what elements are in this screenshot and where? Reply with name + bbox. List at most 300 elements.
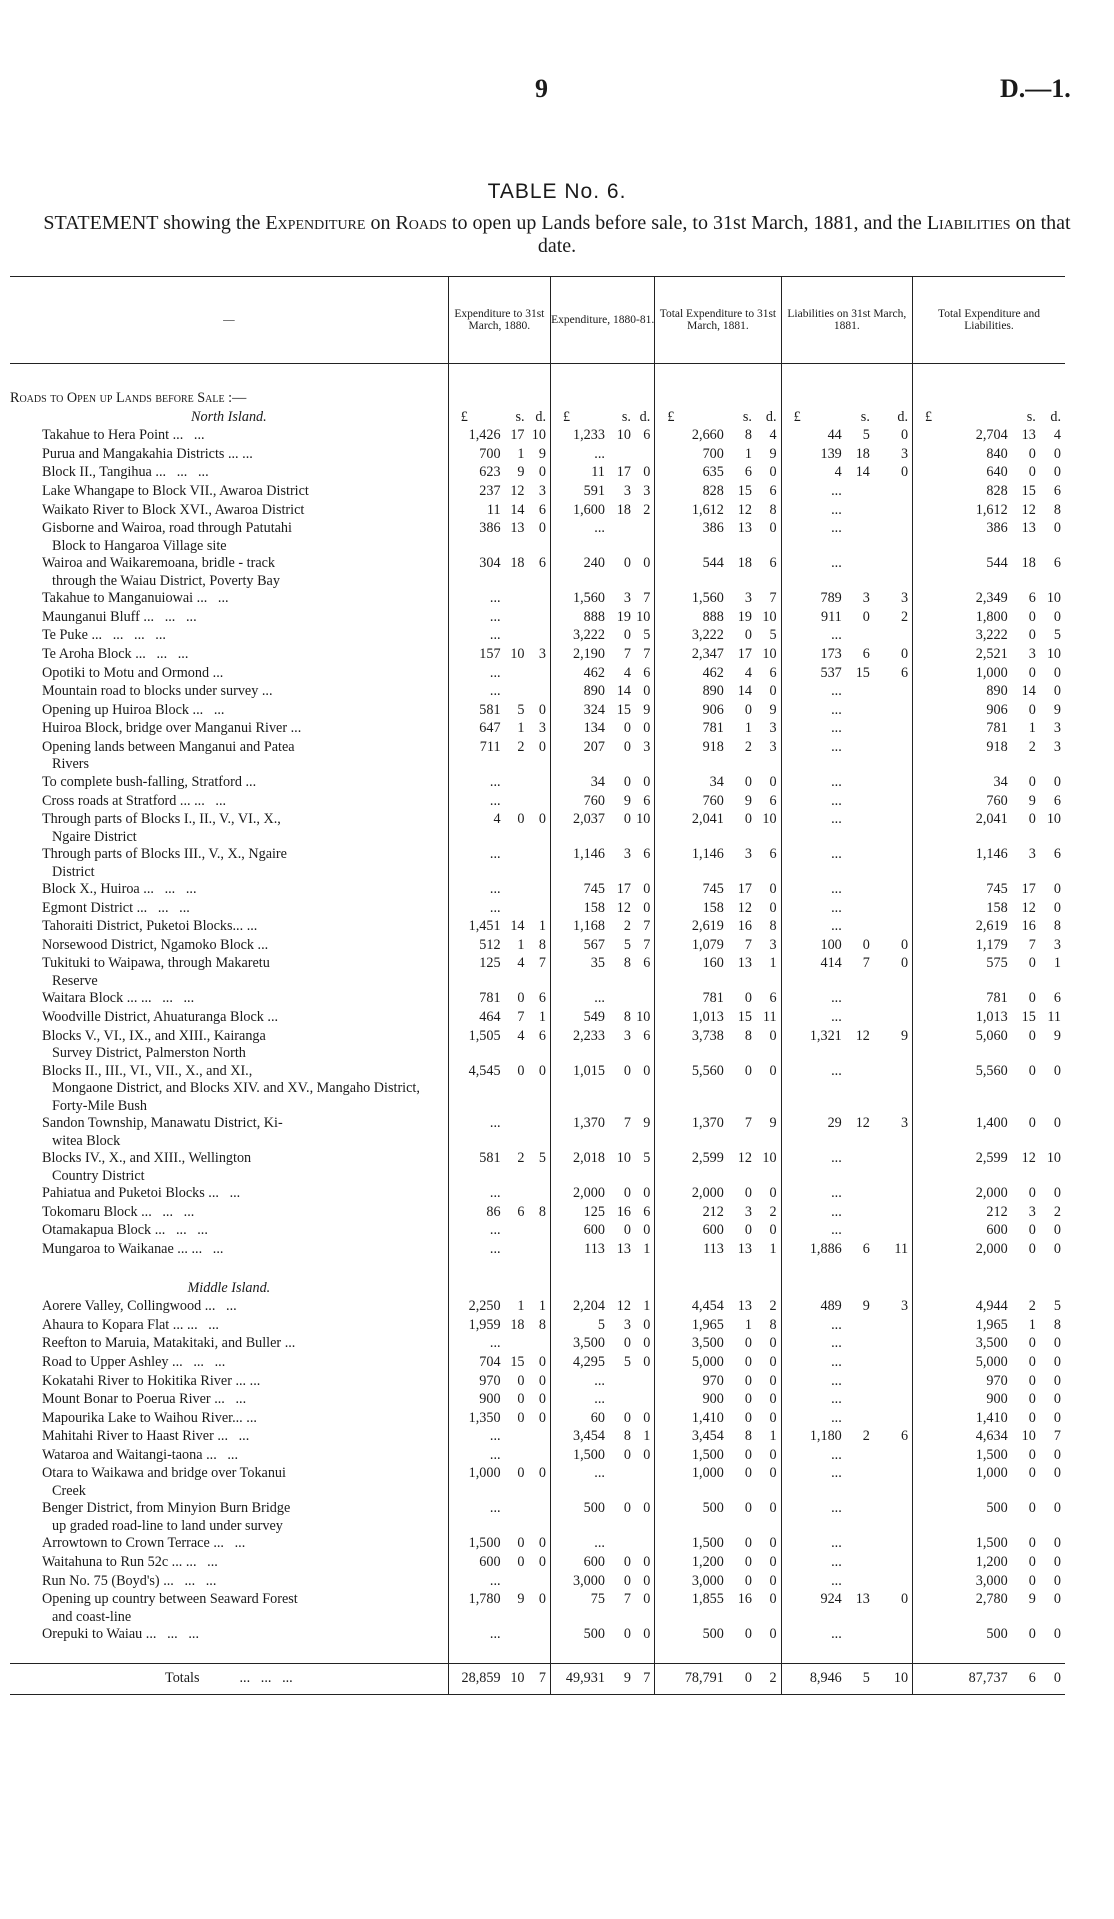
shillings-cell: 3 — [744, 846, 752, 863]
pence-cell: 6 — [643, 1203, 651, 1220]
shillings-cell: 12 — [616, 899, 631, 916]
shillings-cell: 0 — [623, 1446, 631, 1463]
shillings-cell: 0 — [744, 1062, 752, 1079]
pence-cell — [528, 665, 551, 684]
shillings-cell: 0 — [623, 627, 631, 644]
shillings-cell: 0 — [744, 1465, 752, 1482]
pence-cell: 9 — [643, 701, 651, 718]
pounds-cell: ... — [448, 1573, 504, 1592]
shillings-cell: 1 — [744, 445, 752, 462]
pence-cell — [873, 1500, 913, 1535]
shillings-cell: 0 — [1028, 1391, 1036, 1408]
pounds-cell: 462 — [655, 665, 728, 684]
pounds-cell: 2,619 — [655, 918, 728, 937]
shillings-cell: 0 — [862, 936, 870, 953]
pounds-cell: 544 — [655, 555, 728, 590]
pence-cell: 0 — [538, 1391, 546, 1408]
shillings-cell: 12 — [737, 899, 752, 916]
pounds-cell: 500 — [655, 1626, 728, 1645]
shillings-cell: 17 — [616, 464, 631, 481]
description-label: Tahoraiti District, Puketoi Blocks... — [42, 918, 244, 935]
leader-dots: ... ... ... — [141, 1203, 195, 1220]
leader-dots: ... — [249, 1372, 261, 1389]
pounds-cell: 640 — [913, 464, 1012, 483]
pounds-cell: ... — [448, 1241, 504, 1260]
pence-cell — [873, 1573, 913, 1592]
table-row — [10, 990, 1065, 1009]
pounds-cell: 4,295 — [550, 1354, 608, 1373]
shillings-cell: 0 — [744, 1572, 752, 1589]
pence-cell: 7 — [1053, 1428, 1061, 1445]
pounds-cell: 386 — [448, 520, 504, 555]
shillings-cell: 0 — [744, 1185, 752, 1202]
shillings-cell — [846, 1554, 873, 1573]
shillings-cell: 3 — [623, 1316, 631, 1333]
shillings-cell — [505, 1222, 528, 1241]
pence-cell: 0 — [769, 1572, 777, 1589]
row-description — [10, 1241, 448, 1260]
table-row — [10, 502, 1065, 521]
shillings-cell: 0 — [1028, 1372, 1036, 1389]
header-total-exp-liab: Total Expenditure and Liabilities. — [913, 277, 1065, 364]
shillings-cell: 9 — [623, 792, 631, 809]
shillings-cell: 13 — [1021, 520, 1036, 537]
pounds-cell: ... — [781, 1009, 846, 1028]
shillings-cell — [846, 1500, 873, 1535]
pence-cell — [528, 846, 551, 881]
row-description — [10, 464, 448, 483]
pence-cell: 0 — [538, 1353, 546, 1370]
leader-dots: ... ... — [192, 701, 225, 718]
pence-cell — [528, 683, 551, 702]
spacer-cell — [781, 364, 912, 391]
pounds-cell: 160 — [655, 955, 728, 990]
shillings-cell: 2 — [517, 1150, 525, 1167]
table-row — [10, 1335, 1065, 1354]
leader-dots: ... ... ... — [155, 464, 209, 481]
pounds-cell: 158 — [913, 900, 1012, 919]
spacer-cell — [550, 1645, 654, 1664]
table-row — [10, 646, 1065, 665]
pounds-cell: 888 — [655, 609, 728, 628]
pounds-cell: ... — [448, 1626, 504, 1645]
pence-cell: 7 — [643, 590, 651, 607]
description-text — [42, 483, 448, 501]
pounds-cell: 1,612 — [913, 502, 1012, 521]
pence-cell: 0 — [643, 1409, 651, 1426]
pence-cell: 7 — [643, 645, 651, 662]
row-description — [10, 846, 448, 881]
shillings-cell: 15 — [510, 1353, 525, 1370]
table-row — [10, 1298, 1065, 1317]
spacer-row — [10, 1645, 1065, 1664]
pounds-cell: ... — [781, 1410, 846, 1429]
leader-dots: ... ... — [191, 1240, 224, 1257]
shillings-cell: 4 — [623, 664, 631, 681]
pounds-cell: 1,400 — [913, 1115, 1012, 1150]
pounds-cell: 600 — [550, 1222, 608, 1241]
table-row — [10, 1241, 1065, 1260]
unit-label: £ — [913, 409, 1012, 428]
table-row — [10, 1009, 1065, 1028]
description-continuation: and coast-line — [52, 1608, 132, 1625]
pounds-cell: 3,500 — [913, 1335, 1012, 1354]
pence-cell: 0 — [769, 773, 777, 790]
pounds-cell: ... — [781, 739, 846, 774]
pounds-cell: ... — [448, 900, 504, 919]
row-description — [10, 646, 448, 665]
row-description — [10, 427, 448, 446]
pence-cell: 9 — [769, 1115, 777, 1132]
pence-cell: 0 — [1053, 464, 1061, 481]
shillings-cell: 0 — [517, 1465, 525, 1482]
pounds-cell: ... — [781, 702, 846, 721]
shillings-cell: 0 — [1028, 1240, 1036, 1257]
pounds-cell: ... — [448, 1335, 504, 1354]
shillings-cell: 0 — [744, 1335, 752, 1352]
shillings-cell: 9 — [609, 1663, 634, 1694]
pounds-cell: 113 — [550, 1241, 608, 1260]
table-row — [10, 1185, 1065, 1204]
pence-cell: 0 — [643, 720, 651, 737]
shillings-cell: 10 — [505, 1663, 528, 1694]
pounds-cell: 3,222 — [655, 627, 728, 646]
pounds-cell: ... — [781, 1335, 846, 1354]
pence-cell: 3 — [1053, 936, 1061, 953]
pence-cell — [528, 1185, 551, 1204]
shillings-cell: 0 — [623, 720, 631, 737]
leader-dots: ... ... ... ... — [91, 627, 166, 644]
pence-cell — [873, 1447, 913, 1466]
table-row — [10, 1465, 1065, 1500]
pence-cell: 0 — [1053, 1391, 1061, 1408]
pounds-cell: 5,000 — [655, 1354, 728, 1373]
table-row — [10, 1391, 1065, 1410]
description-text — [42, 1626, 448, 1644]
shillings-cell: 14 — [616, 683, 631, 700]
pounds-cell: 2,000 — [913, 1241, 1012, 1260]
pounds-cell: 1,200 — [913, 1554, 1012, 1573]
shillings-cell: 10 — [616, 1150, 631, 1167]
pounds-cell: 704 — [448, 1354, 504, 1373]
description-continuation: Ngaire District — [52, 828, 137, 845]
pounds-cell: 158 — [655, 900, 728, 919]
shillings-cell: 3 — [744, 590, 752, 607]
leader-dots: ... ... — [185, 1554, 218, 1571]
shillings-cell: 1 — [1028, 720, 1036, 737]
pounds-cell: ... — [448, 793, 504, 812]
pence-cell: 10 — [636, 608, 651, 625]
pounds-cell: 2,250 — [448, 1298, 504, 1317]
shillings-cell — [846, 555, 873, 590]
leader-dots: ... ... — [187, 1316, 219, 1333]
spacer-cell — [655, 1260, 781, 1280]
description-label: Arrowtown to Crown Terrace — [42, 1535, 210, 1552]
statement-pre: STATEMENT showing the — [43, 212, 266, 234]
pounds-cell: 900 — [913, 1391, 1012, 1410]
pounds-cell: 2,521 — [913, 646, 1012, 665]
pence-cell: 1 — [769, 955, 777, 972]
pence-cell: 6 — [769, 990, 777, 1007]
shillings-cell: 1 — [517, 720, 525, 737]
description-label: Run No. 75 (Boyd's) — [42, 1572, 160, 1589]
description-text — [42, 665, 448, 683]
pounds-cell: ... — [781, 811, 846, 846]
pounds-cell: 1,179 — [913, 937, 1012, 956]
leader-dots: ... ... — [214, 1391, 247, 1408]
pence-cell: 0 — [900, 464, 909, 481]
shillings-cell: 0 — [517, 1409, 525, 1426]
pence-cell: 0 — [769, 1409, 777, 1426]
shillings-cell: 0 — [1028, 1535, 1036, 1552]
description-label: Maunganui Bluff — [42, 608, 140, 625]
shillings-cell: 0 — [1028, 1027, 1036, 1044]
pence-cell — [528, 590, 551, 609]
leader-dots: ... ... ... — [145, 1626, 199, 1643]
pence-cell: 6 — [538, 1027, 546, 1044]
header-exp-to-1880: Expenditure to 31st March, 1880. — [448, 277, 550, 364]
shillings-cell: 0 — [1028, 1626, 1036, 1643]
pence-cell: 6 — [643, 846, 651, 863]
table-row — [10, 1554, 1065, 1573]
pounds-cell: ... — [781, 720, 846, 739]
pounds-cell: 567 — [550, 937, 608, 956]
pence-cell: 0 — [1053, 1409, 1061, 1426]
description-text — [42, 1335, 448, 1353]
shillings-cell: 2 — [623, 918, 631, 935]
pence-cell: 8 — [538, 936, 546, 953]
shillings-cell — [505, 1335, 528, 1354]
empty-cell — [448, 390, 550, 409]
totals-label: Totals — [165, 1670, 200, 1687]
pounds-cell: 1,200 — [655, 1554, 728, 1573]
pounds-cell: ... — [550, 1373, 608, 1392]
shillings-cell: 0 — [862, 608, 870, 625]
shillings-cell: 7 — [623, 1591, 631, 1608]
table-row — [10, 811, 1065, 846]
pounds-cell: 11 — [448, 502, 504, 521]
table-row — [10, 774, 1065, 793]
pounds-cell: 544 — [913, 555, 1012, 590]
north-island-title: North Island. — [191, 408, 267, 425]
row-description — [10, 937, 448, 956]
statement-on: on — [365, 212, 396, 234]
shillings-cell — [505, 665, 528, 684]
pounds-cell: 575 — [913, 955, 1012, 990]
pence-cell: 0 — [643, 1572, 651, 1589]
pounds-cell: 34 — [550, 774, 608, 793]
description-label: Ahaura to Kopara Flat ... — [42, 1316, 184, 1333]
header-total-exp-1881: Total Expenditure to 31st March, 1881. — [655, 277, 781, 364]
description-text — [42, 609, 448, 627]
leader-dots: ... ... — [208, 1185, 241, 1202]
shillings-cell: 14 — [510, 918, 525, 935]
description-label: Opening up Huiroa Block — [42, 701, 189, 718]
pounds-cell: 2,704 — [913, 427, 1012, 446]
pence-cell: 0 — [643, 683, 651, 700]
pounds-cell: 207 — [550, 739, 608, 774]
pence-cell: 0 — [643, 773, 651, 790]
description-text — [42, 446, 448, 464]
leader-dots: ... ... ... — [163, 1572, 217, 1589]
pence-cell: 11 — [1047, 1009, 1061, 1026]
pounds-cell: ... — [781, 520, 846, 555]
description-text — [42, 1063, 448, 1116]
table-row — [10, 1591, 1065, 1626]
shillings-cell: 8 — [623, 955, 631, 972]
row-description — [10, 555, 448, 590]
pounds-cell: 1,168 — [550, 918, 608, 937]
row-description — [10, 1150, 448, 1185]
description-label: Aorere Valley, Collingwood — [42, 1298, 202, 1315]
description-continuation: Mongaone District, and Blocks XIV. and XV., Mangaho District, Forty-Mile Bush — [52, 1080, 420, 1114]
table-row — [10, 793, 1065, 812]
shillings-cell: 16 — [737, 918, 752, 935]
pounds-cell: 600 — [913, 1222, 1012, 1241]
shillings-cell — [505, 1428, 528, 1447]
shillings-cell: 18 — [1021, 555, 1036, 572]
pounds-cell: 1,015 — [550, 1063, 608, 1116]
description-text — [42, 1298, 448, 1316]
pence-cell — [873, 502, 913, 521]
pence-cell — [873, 1391, 913, 1410]
pounds-cell: 5,560 — [655, 1063, 728, 1116]
pence-cell: 0 — [538, 701, 546, 718]
pence-cell — [873, 1335, 913, 1354]
middle-island-title: Middle Island. — [187, 1279, 271, 1296]
pounds-cell: 86 — [448, 1204, 504, 1223]
shillings-cell: 14 — [855, 464, 870, 481]
pence-cell: 6 — [769, 846, 777, 863]
pence-cell — [873, 1465, 913, 1500]
description-text — [42, 555, 448, 590]
pence-cell: 0 — [538, 738, 546, 755]
pence-cell: 6 — [900, 664, 909, 681]
pounds-cell: 2,018 — [550, 1150, 608, 1185]
pence-cell: 7 — [634, 1663, 655, 1694]
pence-cell: 8 — [538, 1316, 546, 1333]
pounds-cell: 1,410 — [655, 1410, 728, 1429]
shillings-cell — [609, 446, 634, 465]
leader-dots: ... ... ... — [136, 899, 190, 916]
pence-cell: 0 — [769, 1353, 777, 1370]
description-label: Blocks II., III., VI., VII., X., and XI., — [42, 1062, 253, 1079]
description-label: Pahiatua and Puketoi Blocks — [42, 1185, 205, 1202]
pounds-cell: 5 — [550, 1317, 608, 1336]
description-text — [42, 464, 448, 482]
spacer-cell — [781, 1645, 912, 1664]
description-text — [42, 918, 448, 936]
pence-cell: 2 — [643, 501, 651, 518]
shillings-cell: 13 — [737, 520, 752, 537]
pounds-cell: 890 — [550, 683, 608, 702]
description-text — [42, 1241, 448, 1259]
description-label: Opening lands between Manganui and Patea — [42, 738, 295, 755]
shillings-cell: 0 — [744, 1409, 752, 1426]
pounds-cell: ... — [448, 774, 504, 793]
pounds-cell: 1,079 — [655, 937, 728, 956]
pence-cell: 8 — [1053, 1316, 1061, 1333]
pounds-cell: 1,500 — [655, 1447, 728, 1466]
shillings-cell — [846, 627, 873, 646]
pounds-cell: ... — [448, 1185, 504, 1204]
pounds-cell: 1,000 — [913, 1465, 1012, 1500]
pence-cell: 10 — [1046, 645, 1061, 662]
shillings-cell — [846, 1204, 873, 1223]
description-label: Block X., Huiroa — [42, 881, 140, 898]
pounds-cell: 1,800 — [913, 609, 1012, 628]
pounds-cell: 970 — [655, 1373, 728, 1392]
pence-cell: 5 — [643, 1150, 651, 1167]
table-row — [10, 683, 1065, 702]
shillings-cell — [609, 520, 634, 555]
pounds-cell: 464 — [448, 1009, 504, 1028]
pounds-cell: 173 — [781, 646, 846, 665]
description-label: Waikato River to Block XVI., Awaroa District — [42, 501, 305, 518]
pence-cell — [873, 739, 913, 774]
pounds-cell: ... — [781, 1317, 846, 1336]
shillings-cell: 5 — [846, 1663, 873, 1694]
pounds-cell: 414 — [781, 955, 846, 990]
spacer-cell — [10, 364, 448, 391]
pence-cell — [528, 1222, 551, 1241]
leader-dots: ... — [246, 1409, 257, 1426]
shillings-cell: 0 — [1028, 1572, 1036, 1589]
shillings-cell: 6 — [862, 1240, 870, 1257]
pence-cell: 10 — [1046, 590, 1061, 607]
pence-cell: 6 — [643, 792, 651, 809]
shillings-cell — [609, 1535, 634, 1554]
description-label: Otara to Waikawa and bridge over Tokanui — [42, 1465, 286, 1482]
shillings-cell — [846, 683, 873, 702]
shillings-cell: 10 — [1021, 1428, 1036, 1445]
description-label: Through parts of Blocks I., II., V., VI., X., — [42, 811, 281, 828]
pence-cell: 0 — [1053, 520, 1061, 537]
pounds-cell: ... — [448, 627, 504, 646]
pence-cell: 6 — [538, 555, 546, 572]
row-description — [10, 900, 448, 919]
pounds-cell: 970 — [913, 1373, 1012, 1392]
pence-cell: 0 — [1039, 1663, 1065, 1694]
pence-cell: 10 — [762, 1150, 777, 1167]
pence-cell: 4 — [1053, 427, 1061, 444]
pounds-cell: ... — [550, 446, 608, 465]
row-description — [10, 1335, 448, 1354]
pounds-cell: 970 — [448, 1373, 504, 1392]
shillings-cell — [846, 900, 873, 919]
shillings-cell — [846, 1354, 873, 1373]
pence-cell: 0 — [769, 1535, 777, 1552]
shillings-cell — [846, 846, 873, 881]
row-description — [10, 793, 448, 812]
pounds-cell: ... — [781, 683, 846, 702]
pence-cell: 9 — [1053, 1027, 1061, 1044]
shillings-cell: 2 — [744, 738, 752, 755]
row-description — [10, 1028, 448, 1063]
table-row — [10, 1573, 1065, 1592]
description-continuation: witea Block — [52, 1132, 121, 1149]
shillings-cell — [846, 1063, 873, 1116]
table-row — [10, 446, 1065, 465]
shillings-cell: 12 — [855, 1115, 870, 1132]
shillings-cell: 0 — [517, 1062, 525, 1079]
row-description — [10, 1554, 448, 1573]
pence-cell: 0 — [1053, 1626, 1061, 1643]
pounds-cell: 386 — [655, 520, 728, 555]
pounds-cell: ... — [781, 1500, 846, 1535]
shillings-cell: 0 — [623, 1626, 631, 1643]
pounds-cell: 8,946 — [781, 1663, 846, 1694]
